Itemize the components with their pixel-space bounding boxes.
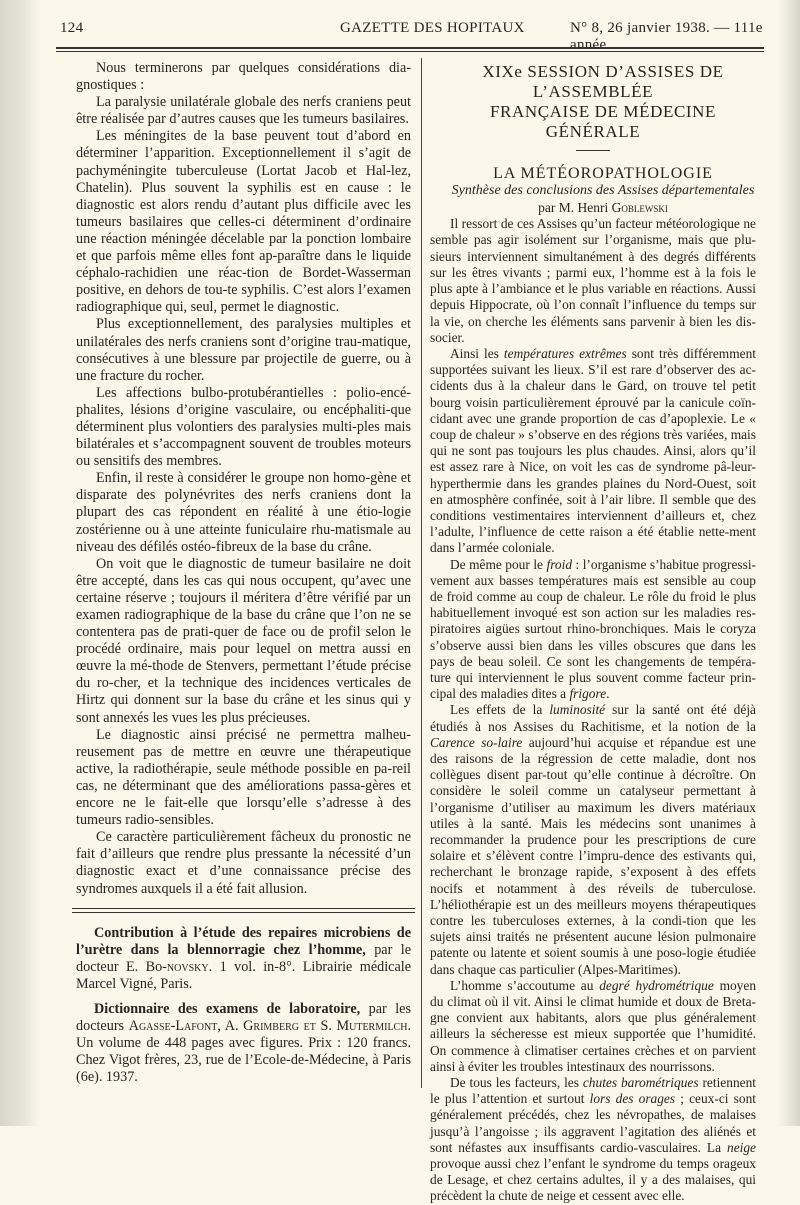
session-title-line-1: XIXe SESSION D’ASSISES DE L’ASSEMBLÉE bbox=[482, 62, 724, 101]
bibliography-entry: Contribution à l’étude des repaires microbiens de l’urètre dans la blennorragie chez l’homme, par le docteur E. Bo-novsky. 1 vol. in-8°. Librairie médicale Marcel Vigné, Paris. bbox=[76, 924, 411, 992]
header-rule-thick bbox=[56, 47, 764, 49]
book-author: Agasse-Lafont, A. Grimberg et S. Mutermilch bbox=[128, 1018, 408, 1035]
section-author: par M. Henri Goblewski bbox=[538, 200, 668, 216]
column-divider bbox=[421, 58, 422, 1088]
paragraph: Il ressort de ces Assises qu’un facteur météorologique ne semble pas agir isolément sur l’organisme, mais que plu-sieurs interviennent simultanément à des degrés différents sur les êtres vivants ; parmi eux, l’homme est à la fois le plus apte à l’ambiance et le plus variable en réactions. Aussi depuis Hippocrate, où l’on connaît l’influence du temps sur la vie, on cherche les éléments sans parvenir à bien les dis-socier. bbox=[430, 216, 756, 345]
paragraph: Le diagnostic ainsi précisé ne permettra malheu-reusement pas de mettre en œuvre une thérapeutique active, la radiothérapie, seule méthode possible en pa-reil cas, ne déterminant que des améliorations passa-gères et encore ne le fait-elle que lorsqu’elle s’adresse à des tumeurs radio-sensibles. bbox=[76, 726, 411, 829]
page-header bbox=[52, 16, 770, 53]
paragraph: Les affections bulbo-protubérantielles : polio-encé-phalites, lésions d’origine vasculaire, ou encéphaliti-que déterminent plus volontiers des paralysies multi-ples mais bilatérales et s’accompagnent souvent de troubles moteurs ou sensitifs des membres. bbox=[76, 384, 411, 470]
paragraph: Ainsi les températures extrêmes sont très différemment supportées suivant les lieux. S’il est rare d’observer des ac-cidents dus à la chaleur dans le Gard, on trouve tel petit bourg voisin particulièrement éprouvé par la canicule coïn-cidant avec une grande proportion de cas d’apoplexie. Le « coup de chaleur » s’observe en des régions très variées, mais qui ne sont pas toujours les plus chaudes. Ainsi, alors qu’il est assez rare à Nice, on voit les cas de syndrome pâ-leur-hyperthermie dans les grandes plaines du Nord-Ouest, soit en atmosphère confinée, soit à l’air libre. Il semble que des conditions vestimentaires interviennent d’ailleurs et, chez l’adulte, l’influence de cette raison a été établie nette-ment dans l’armée coloniale. bbox=[430, 345, 756, 556]
paragraph: De même pour le froid : l’organisme s’habitue progressi-vement aux basses températures mais est sensible au coup de froid comme au coup de chaleur. Le rôle du froid le plus habituellement invoqué est son action sur les maladies res-piratoires aigües surtout rhino-bronchiques. Mais le coryza s’observe aussi bien dans les villes obscures que dans les pays de beau soleil. Ce sont les changements de tempéra-ture qui interviennent le plus souvent comme facteur prin-cipal des maladies dites a frigore. bbox=[430, 556, 756, 702]
paragraph: De tous les facteurs, les chutes barométriques retiennent le plus l’attention et surtout lors des orages ; ceux-ci sont généralement précédés, chez les névropathes, de malaises jusqu’à l’angoisse ; ils aggravent l’agitation des aliénés et sont néfastes aux insuffisants cardio-vasculaires. La neige provoque aussi chez l’enfant le syndrome du temps orageux de Lesage, et chez certains adultes, il y a des malaises, qui précèdent la chute de neige et cessent avec elle. bbox=[430, 1075, 757, 1204]
section-title: LA MÉTÉOROPATHOLOGIE bbox=[493, 165, 713, 182]
short-rule bbox=[576, 150, 610, 151]
paragraph: Nous terminerons par quelques considérations dia-gnostiques : bbox=[76, 60, 411, 94]
book-author: novsky bbox=[166, 958, 209, 975]
bibliography bbox=[76, 925, 411, 1087]
page-edge-left bbox=[0, 0, 40, 1126]
left-column bbox=[76, 60, 411, 1094]
session-title-line-2: FRANÇAISE DE MÉDECINE GÉNÉRALE bbox=[489, 102, 717, 141]
bibliography-entry: Dictionnaire des examens de laboratoire, par les docteurs Agasse-Lafont, A. Grimberg et S. Mutermilch. Un volume de 448 pages avec figures. Prix : 120 francs. Chez Vigot frères, 23, rue de l’Ecole-de-Médecine, à Paris (6e). 1937. bbox=[76, 1000, 411, 1086]
page-edge-right bbox=[778, 0, 800, 1126]
paragraph: Plus exceptionnellement, des paralysies multiples et unilatérales des nerfs craniens sont d’origine trau-matique, consécutives à une blessure par projectile de guerre, ou à une fracture du rocher. bbox=[76, 316, 411, 384]
paragraph: Enfin, il reste à considérer le groupe non homo-gène et disparate des polynévrites des nerfs craniens dont la plupart des cas répondent en réalité à une étio-logie zostérienne ou à une atteinte funiculaire rhu-matismale au niveau des défilés ostéo-fibreux de la base du crâne. bbox=[76, 470, 411, 555]
book-title: Contribution à l’étude des repaires microbiens de l’urètre dans la blennorragie chez l’homme, bbox=[76, 924, 411, 958]
journal-title: GAZETTE DES HOPITAUX bbox=[340, 20, 525, 36]
page-number: 124 bbox=[60, 20, 84, 36]
paragraph: L’homme s’accoutume au degré hydrométrique moyen du climat où il vit. Ainsi le climat humide et doux de Breta-gne convient aux habitants, alors que plus généralement ailleurs la sécheresse est mieux supportée que l’humidité. On commence à climatiser certaines crèches et on parvient ainsi à éviter les troubles intestinaux des nourrissons. bbox=[430, 977, 757, 1074]
section-subtitle: Synthèse des conclusions des Assises départementales bbox=[451, 183, 755, 199]
issue-info: N° 8, 26 janvier 1938. — 111e année. bbox=[570, 20, 763, 53]
paragraph: Les effets de la luminosité sur la santé ont été déjà étudiés à nos Assises du Rachitisme, et la notion de la Carence so-laire aujourd’hui acquise et répandue est une des raisons de la régression de cette maladie, dont nos collègues disent par-tout qu’elle continue à décroître. On considère le soleil comme un catalyseur permettant à l’organisme d’utiliser au maximum les divers matériaux utiles à la santé. Mais les médecins sont unanimes à recommander la prudence pour les prescriptions de cure solaire et s’élèvent contre l’impru-dence des estivants qui, recherchant le bronzage rapide, s’exposent à des effets nocifs et notamment à des réveils de tuberculose. L’héliothérapie est un des meilleurs moyens thérapeutiques contre les tuberculoses externes, à la condi-tion que les sujets ainsi traités ne présentent aucune lésion pulmonaire patente ou latente et soient soumis à une poso-logie étudiée dans chaque cas particulier (Alpes-Maritimes). bbox=[430, 702, 757, 977]
paragraph: On voit que le diagnostic de tumeur basilaire ne doit être accepté, dans les cas qui nous occupent, qu’avec une certaine réserve ; toujours il méritera d’être vérifié par un examen radiographique de la base du crâne que l’on ne se contentera pas de prati-quer de face ou de profil selon le procédé ordinaire, mais pour lequel on mettra aussi en œuvre la mé-thode de Stenvers, permettant l’étude précise du ro-cher, et la technique des incidences verticales de Hirtz qui donnent sur la base du crâne et les sinus qui y sont annexés les vues les plus précieuses. bbox=[76, 555, 411, 726]
paragraph: La paralysie unilatérale globale des nerfs craniens peut être réalisée par d’autres causes que les tumeurs basilaires. bbox=[76, 94, 411, 128]
right-column bbox=[430, 62, 756, 1205]
paragraph: Les méningites de la base peuvent tout d’abord en déterminer l’apparition. Exceptionnellement il s’agit de pachyméningite tuberculeuse (Lortat Jacob et Hal-lez, Chatelin). Plus souvent la syphilis est en cause : le diagnostic est alors rendu d’autant plus difficile avec les tumeurs basilaires que celles-ci déterminent d’ordinaire une réaction méningée décelable par la ponction lombaire et que parfois même elles font ap-paraître dans le liquide céphalo-rachidien une réac-tion de Bordet-Wasserman positive, en dehors de tou-te syphilis. C’est alors l’examen radiographique qui, seul, permet le diagnostic. bbox=[76, 128, 411, 316]
book-title: Dictionnaire des examens de laboratoire, bbox=[94, 1000, 361, 1017]
header-rule-thin bbox=[56, 51, 764, 52]
paragraph: Ce caractère particulièrement fâcheux du pronostic ne fait d’ailleurs que rendre plus pressante la nécessité d’un diagnostic exact et d’une connaissance précise des syndromes auxquels il a été fait allusion. bbox=[76, 829, 411, 897]
